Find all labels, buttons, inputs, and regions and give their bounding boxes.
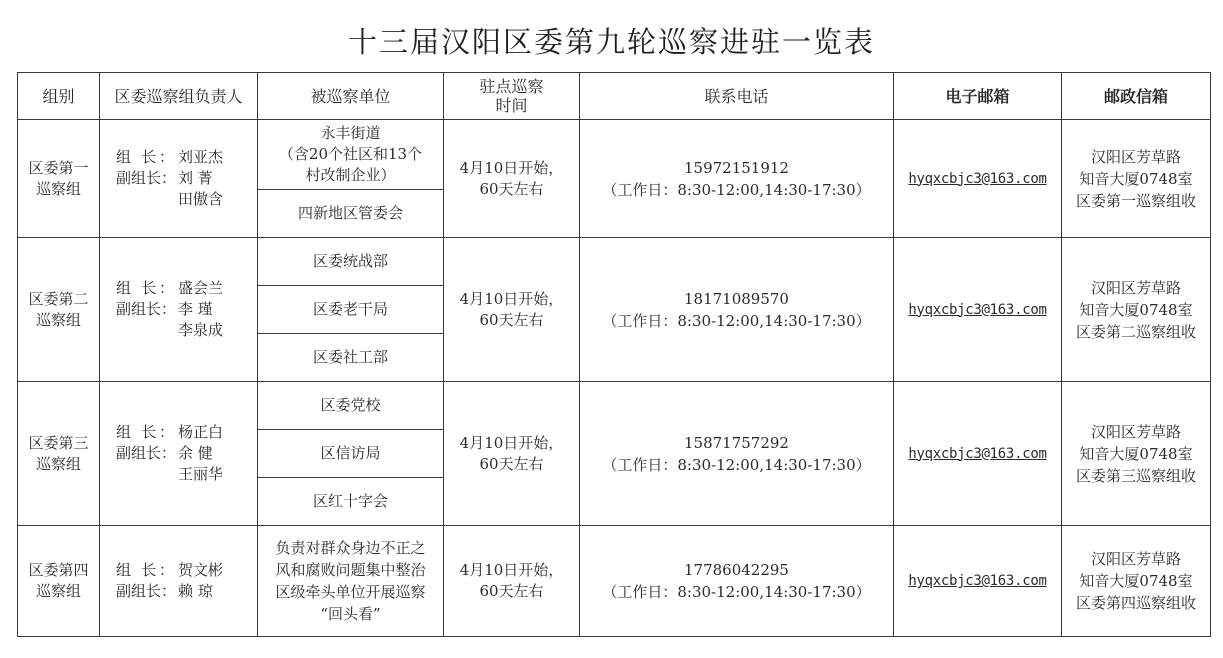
phone-hours: （工作日：8:30-12:00,14:30-17:30）	[602, 180, 871, 199]
leader-cell	[100, 526, 258, 637]
post-line: 区委第四巡察组收	[1075, 594, 1196, 612]
unit-cell: 区红十字会	[258, 478, 444, 526]
deputy-name: 赖 琼	[178, 582, 213, 600]
phone-number: 18171089570	[684, 289, 789, 308]
table-row	[18, 382, 1211, 430]
post-line: 区委第三巡察组收	[1075, 466, 1196, 485]
time-line2: 60天左右	[479, 582, 544, 600]
email-link[interactable]: hyqxcbjc3@163.com	[908, 170, 1047, 187]
time-cell	[444, 526, 580, 637]
unit-cell: 四新地区管委会	[258, 190, 444, 238]
leader-name: 盛会兰	[178, 279, 224, 297]
unit-line: 区级牵头单位开展巡察	[275, 583, 426, 601]
group-name-line1: 区委第三	[28, 433, 89, 452]
group-name-line2: 巡察组	[35, 582, 81, 600]
time-cell	[444, 382, 580, 526]
deputy-name: 余 健	[178, 444, 213, 462]
table-row	[18, 120, 1211, 190]
deputy-name: 田傲含	[178, 190, 224, 208]
group-name-cell	[18, 238, 100, 382]
group-name-line2: 巡察组	[35, 454, 81, 473]
table-row	[18, 238, 1211, 286]
time-line2: 60天左右	[479, 454, 544, 473]
unit-cell: 区委统战部	[258, 238, 444, 286]
leader-role: 组 长：	[116, 279, 174, 297]
header-row	[18, 73, 1211, 120]
unit-line: 永丰街道	[320, 124, 381, 142]
leader-name: 贺文彬	[178, 561, 224, 579]
header-phone: 联系电话	[580, 73, 894, 120]
post-cell	[1062, 382, 1211, 526]
time-line1: 4月10日开始，	[459, 158, 564, 177]
post-line: 知音大厦0748室	[1079, 572, 1193, 590]
post-line: 汉阳区芳草路	[1090, 422, 1181, 441]
leader-name: 刘亚杰	[178, 148, 224, 166]
deputy-role: 副组长：	[116, 169, 177, 187]
header-leader: 区委巡察组负责人	[100, 73, 258, 120]
leader-cell	[100, 238, 258, 382]
header-time	[444, 73, 580, 120]
time-cell	[444, 238, 580, 382]
post-line: 知音大厦0748室	[1079, 300, 1193, 319]
unit-line: 负责对群众身边不正之	[275, 539, 426, 557]
phone-cell	[580, 526, 894, 637]
phone-cell	[580, 238, 894, 382]
group-name-cell	[18, 526, 100, 637]
deputy-name: 李 瑾	[178, 300, 213, 318]
unit-cell	[258, 526, 444, 637]
email-cell	[894, 526, 1062, 637]
header-time-line2: 时间	[495, 96, 528, 115]
unit-cell	[258, 120, 444, 190]
page-title: 十三届汉阳区委第九轮巡察进驻一览表	[347, 25, 875, 59]
post-line: 区委第一巡察组收	[1075, 191, 1196, 210]
leader-role: 组 长：	[116, 561, 174, 579]
group-name-cell	[18, 382, 100, 526]
time-line1: 4月10日开始，	[459, 289, 564, 308]
unit-cell: 区委党校	[258, 382, 444, 430]
phone-cell	[580, 382, 894, 526]
leader-name: 杨正白	[178, 423, 224, 441]
group-name-line2: 巡察组	[35, 179, 81, 198]
post-line: 区委第二巡察组收	[1075, 322, 1196, 341]
email-link[interactable]: hyqxcbjc3@163.com	[908, 301, 1047, 318]
unit-line: “回头看”	[320, 605, 381, 623]
post-line: 汉阳区芳草路	[1090, 278, 1181, 297]
post-line: 知音大厦0748室	[1079, 444, 1193, 463]
phone-number: 15871757292	[684, 433, 789, 452]
email-link[interactable]: hyqxcbjc3@163.com	[908, 573, 1047, 589]
phone-hours: （工作日：8:30-12:00,14:30-17:30）	[602, 311, 871, 330]
phone-number: 15972151912	[684, 158, 789, 177]
header-post: 邮政信箱	[1062, 73, 1211, 120]
email-cell	[894, 238, 1062, 382]
post-cell	[1062, 120, 1211, 238]
time-cell	[444, 120, 580, 238]
deputy-role: 副组长：	[116, 444, 177, 462]
deputy-name: 刘 菁	[178, 169, 213, 187]
header-unit: 被巡察单位	[258, 73, 444, 120]
group-name-cell	[18, 120, 100, 238]
inspection-table	[17, 72, 1211, 637]
post-cell	[1062, 238, 1211, 382]
group-name-line1: 区委第二	[28, 289, 89, 308]
unit-line: （含20个社区和13个	[278, 145, 423, 163]
header-time-line1: 驻点巡察	[479, 77, 544, 96]
header-email: 电子邮箱	[894, 73, 1062, 120]
email-cell	[894, 382, 1062, 526]
group-name-line1: 区委第一	[28, 158, 89, 177]
post-cell	[1062, 526, 1211, 637]
deputy-name: 李泉成	[178, 321, 224, 339]
time-line2: 60天左右	[479, 310, 544, 329]
post-line: 汉阳区芳草路	[1090, 550, 1181, 568]
time-line2: 60天左右	[479, 179, 544, 198]
table-row	[18, 526, 1211, 637]
unit-cell: 区委社工部	[258, 334, 444, 382]
group-name-line1: 区委第四	[28, 561, 89, 579]
leader-role: 组 长：	[116, 423, 174, 441]
group-name-line2: 巡察组	[35, 310, 81, 329]
leader-cell	[100, 120, 258, 238]
email-link[interactable]: hyqxcbjc3@163.com	[908, 445, 1047, 462]
time-line1: 4月10日开始，	[459, 433, 564, 452]
phone-number: 17786042295	[684, 561, 789, 579]
phone-cell	[580, 120, 894, 238]
deputy-name: 王丽华	[178, 465, 224, 483]
unit-cell: 区信访局	[258, 430, 444, 478]
phone-hours: （工作日：8:30-12:00,14:30-17:30）	[602, 455, 871, 474]
unit-line: 风和腐败问题集中整治	[275, 561, 426, 579]
post-line: 知音大厦0748室	[1079, 169, 1193, 188]
leader-role: 组 长：	[116, 148, 174, 166]
email-cell	[894, 120, 1062, 238]
deputy-role: 副组长：	[116, 582, 177, 600]
time-line1: 4月10日开始，	[459, 561, 564, 579]
leader-cell	[100, 382, 258, 526]
phone-hours: （工作日：8:30-12:00,14:30-17:30）	[602, 583, 871, 601]
unit-cell: 区委老干局	[258, 286, 444, 334]
unit-line: 村改制企业）	[305, 166, 396, 184]
header-group: 组别	[18, 73, 100, 120]
post-line: 汉阳区芳草路	[1090, 147, 1181, 166]
deputy-role: 副组长：	[116, 300, 177, 318]
